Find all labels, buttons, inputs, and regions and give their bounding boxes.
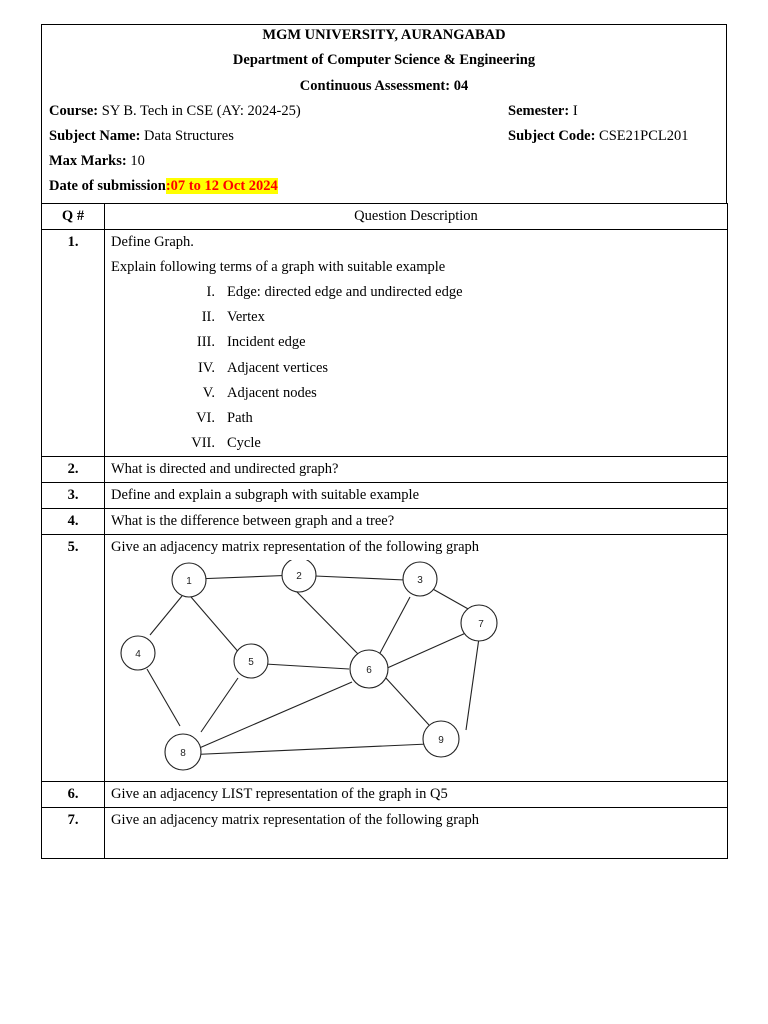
list-item: IV. Adjacent vertices (197, 359, 329, 376)
table-row (42, 230, 728, 457)
table-row (42, 808, 728, 859)
list-item: VI. Path (196, 409, 253, 426)
q3-description: Define and explain a subgraph with suitable example (105, 483, 728, 509)
table-row (42, 509, 728, 535)
graph-edge (201, 678, 238, 732)
subject-name-info (49, 128, 234, 145)
graph-node-label: 4 (135, 649, 141, 661)
graph-edge (466, 638, 479, 730)
table-header-row (42, 204, 728, 230)
graph-node-label: 9 (438, 735, 444, 747)
list-item: II. Vertex (201, 309, 265, 326)
graph-node-label: 5 (248, 657, 254, 669)
semester-info (508, 103, 578, 120)
semester-label: Semester: (508, 103, 570, 119)
q1-description (105, 230, 728, 457)
q3-number: 3. (42, 483, 105, 509)
max-marks-label: Max Marks: (49, 153, 127, 169)
graph-edge (191, 597, 241, 655)
subject-name-value: Data Structures (140, 128, 234, 144)
list-item: III. Incident edge (196, 334, 306, 351)
col-header-q: Q # (42, 204, 105, 230)
q5-number: 5. (42, 535, 105, 782)
assessment-title: Continuous Assessment: 04 (299, 78, 469, 94)
graph-edge (265, 664, 349, 669)
graph-edge (295, 590, 359, 655)
q7-description: Give an adjacency matrix representation of the following graph (105, 808, 728, 859)
graph-node-label: 6 (366, 665, 372, 677)
q2-number: 2. (42, 457, 105, 483)
q7-number: 7. (42, 808, 105, 859)
q6-number: 6. (42, 782, 105, 808)
graph-edge (197, 682, 352, 749)
question-table (41, 203, 728, 859)
graph-node-label: 2 (296, 571, 302, 583)
graph-node-label: 8 (180, 748, 186, 760)
q5-graph-diagram (109, 560, 509, 780)
max-marks-value: 10 (126, 153, 145, 169)
q6-description: Give an adjacency LIST representation of the graph in Q5 (105, 782, 728, 808)
graph-edge (431, 588, 470, 610)
semester-value: I (569, 103, 578, 119)
q4-number: 4. (42, 509, 105, 535)
q1-term-list (111, 280, 727, 456)
q4-description: What is the difference between graph and a tree? (105, 509, 728, 535)
graph-edge (184, 744, 428, 755)
graph-node-label: 3 (417, 575, 423, 587)
q5-text: Give an adjacency matrix representation of the following graph (111, 539, 480, 556)
course-value: SY B. Tech in CSE (AY: 2024-25) (98, 103, 301, 119)
subject-name-label: Subject Name: (49, 128, 141, 144)
q1-line1: Define Graph. (111, 234, 194, 250)
list-item: I. Edge: directed edge and undirected edge (206, 284, 463, 300)
subject-code-label: Subject Code: (508, 128, 596, 144)
submission-label: Date of submission (49, 178, 166, 194)
subject-code-info (508, 128, 688, 145)
table-row (42, 535, 728, 782)
subject-code-value: CSE21PCL201 (595, 128, 689, 144)
graph-edge (150, 596, 182, 635)
course-info (49, 103, 301, 120)
graph-edge (147, 669, 180, 726)
university-name: MGM UNIVERSITY, AURANGABAD (262, 27, 506, 43)
submission-info (49, 178, 278, 195)
list-item: V. Adjacent nodes (202, 384, 317, 401)
graph-edge (385, 677, 429, 725)
graph-node-label: 7 (478, 619, 484, 631)
sheet-header (41, 24, 727, 203)
course-label: Course: (49, 103, 99, 119)
graph-edge (315, 576, 405, 580)
table-row (42, 457, 728, 483)
q1-line2: Explain following terms of a graph with suitable example (111, 259, 446, 275)
department-name: Department of Computer Science & Engineering (232, 52, 536, 68)
graph-edge (379, 597, 410, 655)
q1-number: 1. (42, 230, 105, 457)
q2-description: What is directed and undirected graph? (105, 457, 728, 483)
col-header-desc: Question Description (105, 204, 728, 230)
table-row (42, 483, 728, 509)
submission-date-highlight: :07 to 12 Oct 2024 (165, 178, 278, 194)
table-row (42, 782, 728, 808)
assessment-sheet (41, 24, 727, 859)
max-marks-info (49, 153, 145, 170)
list-item: VII. Cycle (191, 435, 261, 452)
q5-description (105, 535, 728, 782)
graph-edge (385, 632, 468, 669)
graph-node-label: 1 (186, 576, 192, 588)
